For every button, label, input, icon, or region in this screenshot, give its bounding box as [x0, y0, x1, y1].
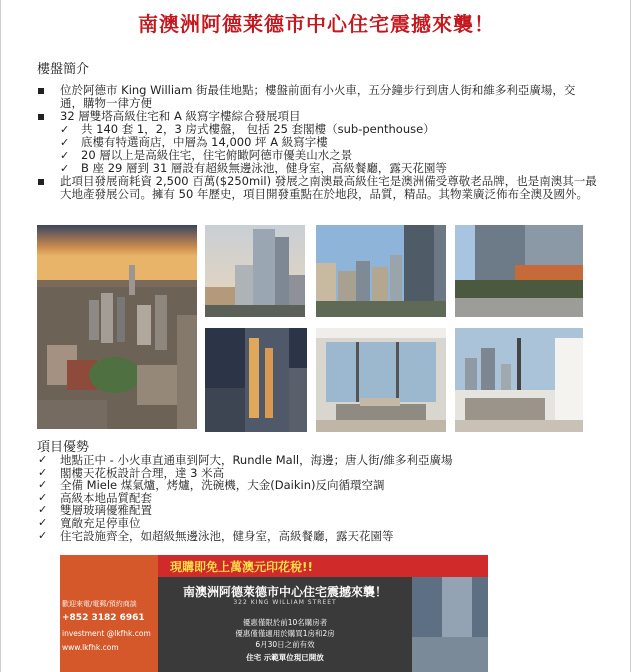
banner-email[interactable]: investment @lkfhk.com: [62, 629, 151, 638]
advantage-item: ✓ 全備 Miele 煤氣爐，烤爐，洗碗機，大金(Daikin)反向循環空調: [38, 478, 385, 493]
city-aerial-photo: [37, 225, 197, 429]
overview-subitem: ✓ 底樓有特選商店，中層為 14,000 坪 A 級寫字樓: [60, 135, 328, 149]
check-icon: ✓: [38, 528, 48, 542]
promo-banner: [60, 555, 488, 672]
overview-subitem: ✓ 20 層以上是高級住宅，住宅俯瞰阿德市優美山水之景: [60, 148, 353, 162]
check-icon: ✓: [38, 515, 48, 529]
overview-heading: 樓盤簡介: [37, 62, 90, 77]
banner-address: 322 KING WILLIAM STREET: [233, 599, 337, 606]
overview-subitem: ✓ B 座 29 層到 31 層設有超級無邊泳池，健身室，高級餐廳，露天花園等: [60, 161, 447, 175]
banner-contact-label: 歡迎來電/電郵/預約商談: [62, 600, 137, 608]
banner-offer: 住宅 示範單位現已開放: [246, 653, 324, 662]
bullet-icon: [38, 88, 44, 94]
apartment-view-photo: [455, 328, 583, 432]
check-icon: ✓: [38, 478, 48, 492]
check-icon: ✓: [60, 149, 70, 162]
advantage-item: ✓ 寬敞充足停車位: [38, 515, 141, 530]
bullet-icon: [38, 179, 44, 185]
check-icon: ✓: [38, 503, 48, 517]
advantage-item: ✓ 雙層玻璃優雅配置: [38, 503, 152, 518]
advantages-heading: 項目優勢: [37, 440, 90, 455]
check-icon: ✓: [60, 123, 70, 136]
advantages-list: [38, 454, 598, 542]
advantage-item: ✓ 高級本地品質配套: [38, 490, 152, 505]
banner-phone[interactable]: +852 3182 6961: [62, 613, 145, 623]
advantage-item: ✓ 住宅設施齊全，如超級無邊泳池，健身室，高級餐廳，露天花園等: [38, 528, 394, 543]
banner-website[interactable]: www.lkfhk.com: [62, 643, 119, 652]
street-view-photo: [316, 225, 446, 317]
banner-title: 南澳洲阿德萊德市中心住宅震撼來襲！: [182, 585, 387, 599]
check-icon: ✓: [60, 136, 70, 149]
banner-promo-text: 現購即免上萬澳元印花稅!!: [170, 560, 313, 574]
overview-item: 此項目發展商耗資 2,500 百萬($250mil) 發展之南澳最高級住宅是澳洲備受尊敬老品牌，也是南澳其一最大地產發展公司。擁有 50 年歷史，項目開發重點在於地段，品質，精品。其物業廣泛佈布全澳及國外。: [38, 175, 598, 201]
bullet-icon: [38, 114, 44, 120]
check-icon: ✓: [38, 490, 48, 504]
page-title: 南澳洲阿德莱德市中心住宅震撼來襲！: [138, 12, 495, 36]
banner-tower-graphic: [412, 577, 488, 672]
tower-exterior-photo: [205, 225, 305, 317]
advantage-item: ✓ 閣樓天花板設計合理，達 3 米高: [38, 465, 225, 480]
check-icon: ✓: [60, 162, 70, 175]
advantage-item: ✓ 地點正中 - 小火車直通車到阿大，Rundle Mall，海邊；唐人街/維多利亞廣場: [38, 453, 453, 467]
banner-offer: 優惠僅限於前10名購房者: [242, 618, 328, 627]
living-room-photo: [316, 328, 446, 432]
check-icon: ✓: [38, 465, 48, 479]
podium-photo: [455, 225, 583, 317]
overview-item: 32 層雙塔高級住宅和 A 級寫字樓綜合發展項目: [38, 110, 598, 123]
overview-subitem: ✓ 共 140 套 1，2，3 房式樓盤， 包括 25 套閣樓（sub-penthouse）: [60, 122, 435, 136]
night-tower-photo: [205, 328, 307, 432]
banner-offer: 6月30日之前有效: [255, 640, 315, 649]
overview-item: 位於阿德市 King William 街最佳地點；樓盤前面有小火車，五分鐘步行到唐人街和維多利亞廣場，交通，購物一律方便: [38, 84, 598, 110]
check-icon: ✓: [38, 453, 48, 466]
overview-list: [38, 84, 598, 201]
banner-offer: 優惠僅僅適用於購買1房和2房: [235, 629, 335, 638]
